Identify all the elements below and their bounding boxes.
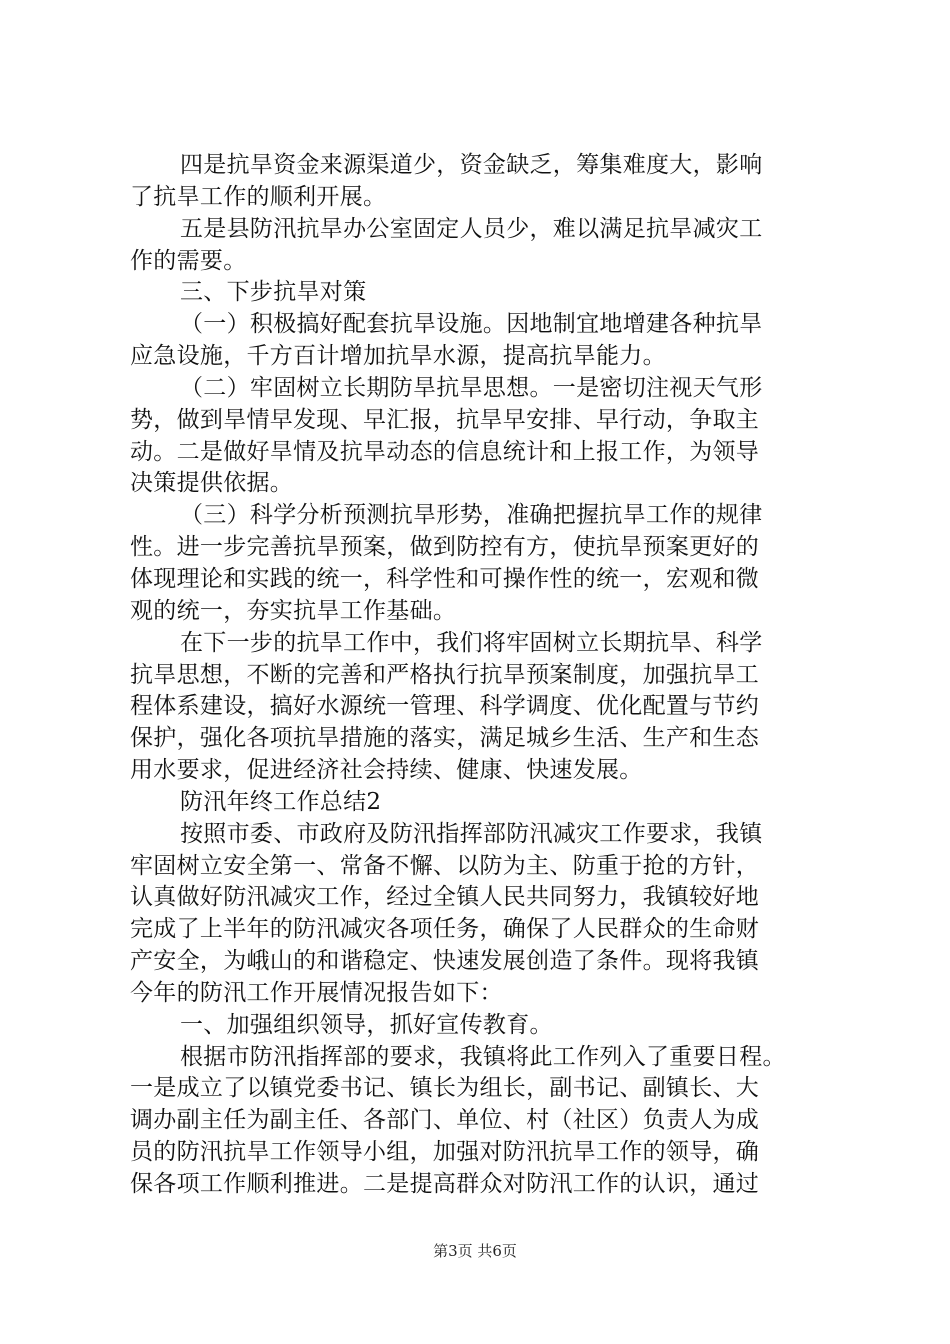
text-line: （二）牢固树立长期防旱抗旱思想。一是密切注视天气形: [180, 374, 763, 401]
text-line: 势，做到旱情早发现、早汇报，抗旱早安排、早行动，争取主: [130, 406, 760, 433]
text-line: 作的需要。: [130, 247, 247, 274]
text-line: 体现理论和实践的统一，科学性和可操作性的统一，宏观和微: [130, 565, 760, 592]
text-line: 调办副主任为副主任、各部门、单位、村（社区）负责人为成: [130, 1107, 760, 1134]
text-line: 用水要求，促进经济社会持续、健康、快速发展。: [130, 757, 643, 784]
text-line: 产安全，为峨山的和谐稳定、快速发展创造了条件。现将我镇: [130, 948, 760, 975]
text-line: 四是抗旱资金来源渠道少，资金缺乏，筹集难度大，影响: [180, 152, 763, 178]
text-line: 今年的防汛工作开展情况报告如下：: [130, 979, 503, 1006]
text-line: 在下一步的抗旱工作中，我们将牢固树立长期抗旱、科学: [180, 629, 763, 656]
text-line: 员的防汛抗旱工作领导小组，加强对防汛抗旱工作的领导，确: [130, 1139, 760, 1166]
text-line: 决策提供依据。: [130, 470, 294, 497]
text-line: 认真做好防汛减灾工作，经过全镇人民共同努力，我镇较好地: [130, 884, 760, 911]
text-line: 防汛年终工作总结2: [180, 788, 382, 815]
text-line: 三、下步抗旱对策: [180, 279, 367, 306]
text-line: 程体系建设，搞好水源统一管理、科学调度、优化配置与节约: [130, 693, 760, 720]
document-body: [130, 150, 830, 1201]
text-line: 保各项工作顺利推进。二是提高群众对防汛工作的认识，通过: [130, 1171, 760, 1197]
page-footer: 第3页 共6页: [433, 1242, 517, 1260]
text-line: 按照市委、市政府及防汛指挥部防汛减灾工作要求，我镇: [180, 820, 763, 847]
text-line: 性。进一步完善抗旱预案，做到防控有方，使抗旱预案更好的: [130, 534, 760, 561]
text-line: 了抗旱工作的顺利开展。: [130, 183, 387, 210]
text-line: 完成了上半年的防汛减灾各项任务，确保了人民群众的生命财: [130, 916, 760, 943]
text-line: 一是成立了以镇党委书记、镇长为组长，副书记、副镇长、大: [130, 1075, 760, 1102]
text-line: 应急设施，千方百计增加抗旱水源，提高抗旱能力。: [130, 343, 666, 370]
text-line: 根据市防汛指挥部的要求，我镇将此工作列入了重要日程。: [180, 1043, 786, 1070]
text-line: （一）积极搞好配套抗旱设施。因地制宜地增建各种抗旱: [180, 311, 763, 338]
text-line: 保护，强化各项抗旱措施的落实，满足城乡生活、生产和生态: [130, 725, 760, 752]
text-line: 动。二是做好旱情及抗旱动态的信息统计和上报工作，为领导: [130, 438, 760, 465]
text-line: （三）科学分析预测抗旱形势，准确把握抗旱工作的规律: [180, 502, 763, 529]
text-line: 观的统一，夯实抗旱工作基础。: [130, 597, 457, 624]
text-line: 一、加强组织领导，抓好宣传教育。: [180, 1011, 553, 1038]
text-line: 抗旱思想，不断的完善和严格执行抗旱预案制度，加强抗旱工: [130, 661, 760, 688]
text-line: 牢固树立安全第一、常备不懈、以防为主、防重于抢的方针，: [130, 852, 760, 879]
text-line: 五是县防汛抗旱办公室固定人员少，难以满足抗旱减灾工: [180, 215, 763, 242]
